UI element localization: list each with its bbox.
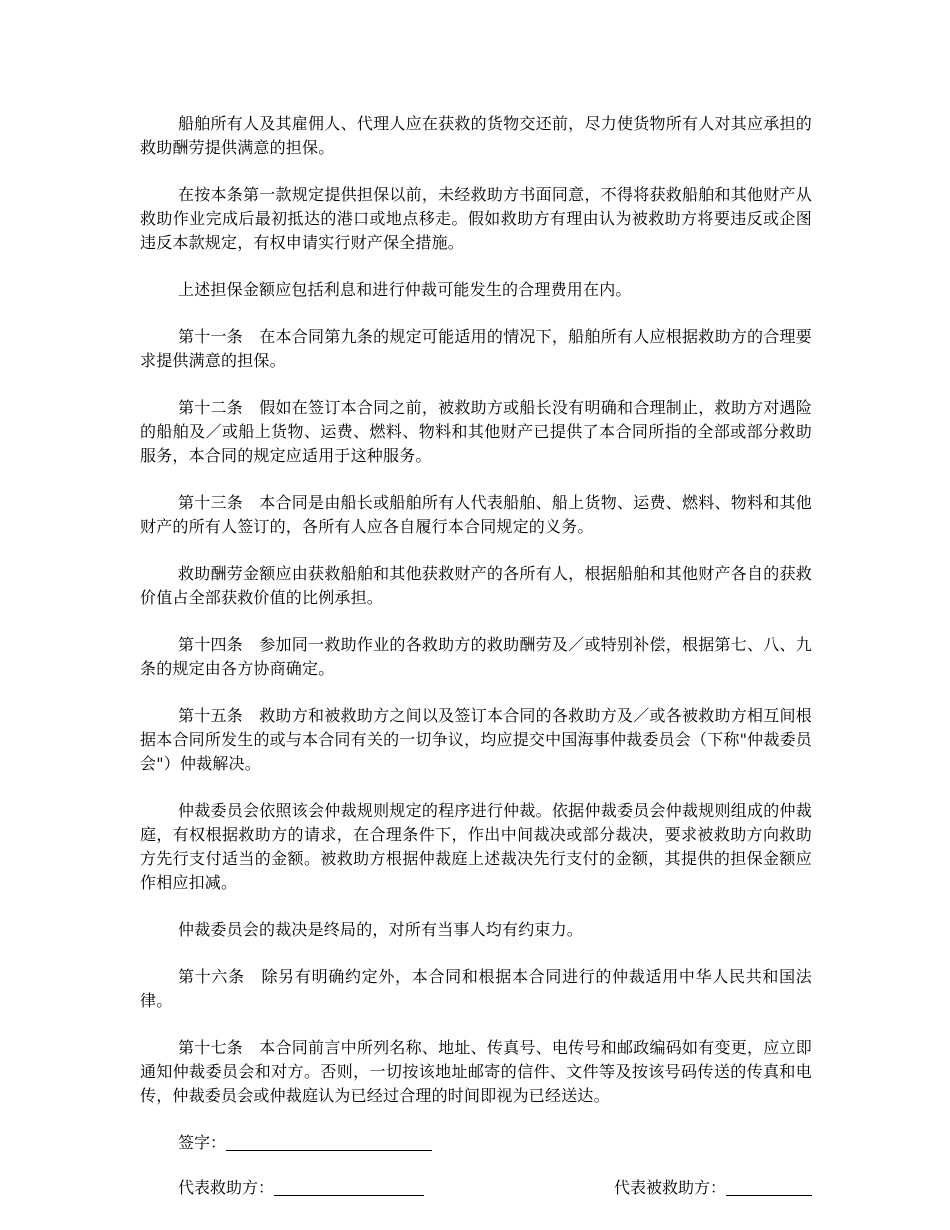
rescued-representative-label: 代表被救助方： xyxy=(613,1178,726,1197)
rescuer-representative-label: 代表救助方： xyxy=(178,1178,275,1197)
article-17: 第十七条 本合同前言中所列名称、地址、传真号、电传号和邮政编码如有变更，应立即通知仲裁委员会和对方。否则，一切按该地址邮寄的信件、文件等及按该号码传送的传真和电传，仲裁委员会或仲裁庭认为已经过合理的时间即视为已经送达。 xyxy=(140,1038,812,1105)
rescuer-representative-blank-line[interactable] xyxy=(274,1178,424,1196)
paragraph-guarantee-removal: 在按本条第一款规定提供担保以前，未经救助方书面同意，不得将获救船舶和其他财产从救助作业完成后最初抵达的港口或地点移走。假如救助方有理由认为被救助方将要违反或企图违反本款规定，有权申请实行财产保全措施。 xyxy=(140,185,812,252)
article-13: 第十三条 本合同是由船长或船舶所有人代表船舶、船上货物、运费、燃料、物料和其他财产的所有人签订的，各所有人应各自履行本合同规定的义务。 xyxy=(140,493,812,536)
paragraph-guarantee-cargo: 船舶所有人及其雇佣人、代理人应在获救的货物交还前，尽力使货物所有人对其应承担的救助酬劳提供满意的担保。 xyxy=(140,114,812,157)
rescued-representative-blank-line[interactable] xyxy=(726,1178,812,1196)
article-12: 第十二条 假如在签订本合同之前，被救助方或船长没有明确和合理制止，救助方对遇险的船舶及／或船上货物、运费、燃料、物料和其他财产已提供了本合同所指的全部或部分救助服务，本合同的规定应适用于这种服务。 xyxy=(140,398,812,465)
paragraph-guarantee-amount: 上述担保金额应包括利息和进行仲裁可能发生的合理费用在内。 xyxy=(178,280,632,299)
signature-blank-line[interactable] xyxy=(226,1133,432,1151)
signature-field xyxy=(178,1131,432,1155)
representative-row xyxy=(140,1176,812,1200)
rescuer-representative-field xyxy=(178,1176,424,1200)
article-15: 第十五条 救助方和被救助方之间以及签订本合同的各救助方及／或各被救助方相互间根据本合同所发生的或与本合同有关的一切争议，均应提交中国海事仲裁委员会（下称"仲裁委员会"）仲裁解决。 xyxy=(140,706,812,773)
paragraph-arbitration-final: 仲裁委员会的裁决是终局的，对所有当事人均有约束力。 xyxy=(178,920,584,939)
article-16: 第十六条 除另有明确约定外，本合同和根据本合同进行的仲裁适用中华人民共和国法律。 xyxy=(140,967,812,1010)
signature-label: 签字： xyxy=(178,1133,227,1152)
article-14: 第十四条 参加同一救助作业的各救助方的救助酬劳及／或特别补偿，根据第七、八、九条的规定由各方协商确定。 xyxy=(140,635,812,678)
document-page xyxy=(140,112,812,1221)
signature-row xyxy=(140,1131,812,1155)
paragraph-arbitration-procedure: 仲裁委员会依照该会仲裁规则规定的程序进行仲裁。依据仲裁委员会仲裁规则组成的仲裁庭，有权根据救助方的请求，在合理条件下，作出中间裁决或部分裁决，要求被救助方向救助方先行支付适当的金额。被救助方根据仲裁庭上述裁决先行支付的金额，其提供的担保金额应作相应扣减。 xyxy=(140,801,812,892)
paragraph-reward-share: 救助酬劳金额应由获救船舶和其他获救财产的各所有人，根据船舶和其他财产各自的获救价值占全部获救价值的比例承担。 xyxy=(140,564,812,607)
article-11: 第十一条 在本合同第九条的规定可能适用的情况下，船舶所有人应根据救助方的合理要求提供满意的担保。 xyxy=(140,327,812,370)
rescued-representative-field xyxy=(614,1176,812,1200)
